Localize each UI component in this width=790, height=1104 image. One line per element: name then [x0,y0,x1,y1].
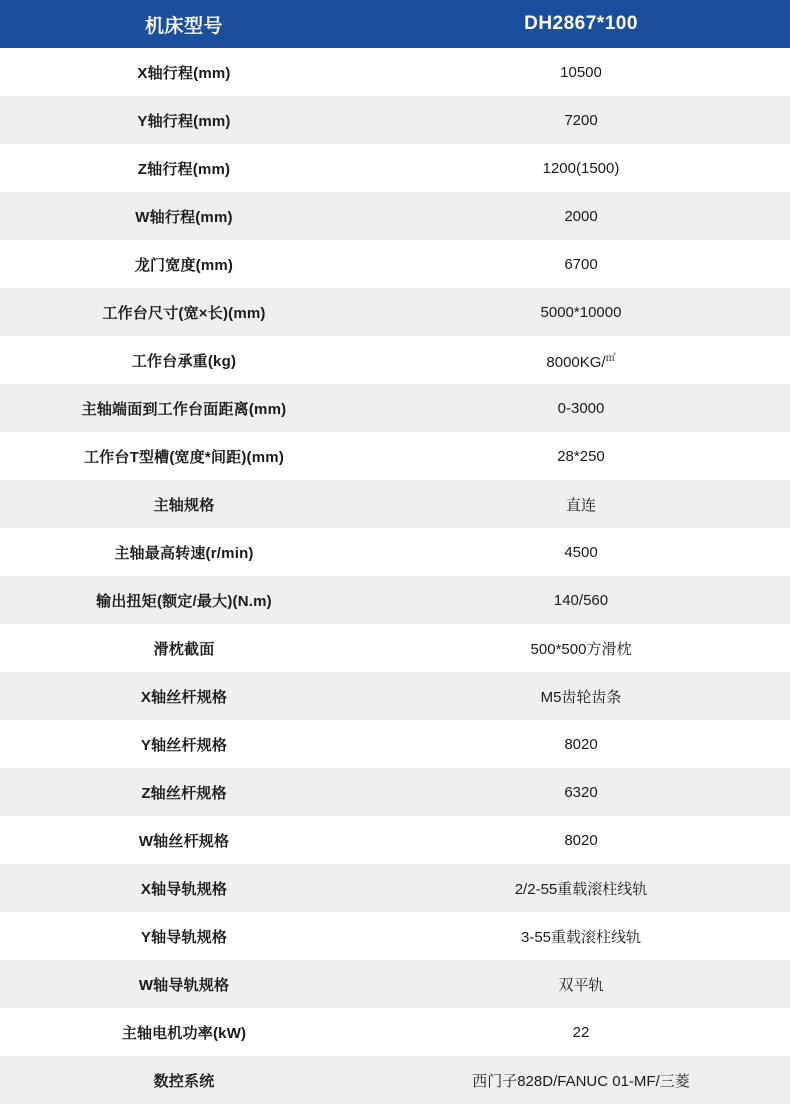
spec-value-cell: 8020 [564,735,598,753]
table-row [0,336,790,384]
spec-value-cell: 西门子828D/FANUC 01-MF/三菱 [472,1072,690,1090]
table-row [0,768,790,816]
spec-label-cell: 工作台承重(kg) [131,352,237,370]
spec-value-cell: 4500 [564,543,598,561]
table-row [0,288,790,336]
spec-value-text: 8000KG/ [546,354,606,371]
spec-label-cell: 输出扭矩(额定/最大)(N.m) [96,592,272,610]
spec-label-cell: Z轴丝杆规格 [141,784,227,802]
spec-label-cell: X轴导轨规格 [140,880,228,898]
spec-label-cell: W轴丝杆规格 [138,832,230,850]
spec-label-cell: 工作台T型槽(宽度*间距)(mm) [83,448,285,466]
spec-value-cell: 5000*10000 [540,303,622,321]
spec-label-cell: Y轴导轨规格 [140,928,228,946]
spec-value-cell: 0-3000 [557,399,605,417]
table-row [0,528,790,576]
spec-label-cell: 滑枕截面 [153,640,215,658]
spec-value-cell: 双平轨 [558,976,604,994]
table-row [0,192,790,240]
table-row [0,144,790,192]
table-row [0,864,790,912]
spec-label-cell: X轴行程(mm) [137,64,231,82]
spec-value-cell: 8020 [564,831,598,849]
spec-label-cell: Y轴行程(mm) [137,112,231,130]
spec-label-cell: 龙门宽度(mm) [134,256,234,274]
spec-value-cell: 2/2-55重载滚柱线轨 [514,880,648,898]
spec-value-cell: 2000 [564,207,598,225]
table-row [0,576,790,624]
table-row [0,1056,790,1104]
spec-value-cell: 28*250 [557,447,605,465]
spec-value-cell: 10500 [560,63,602,81]
spec-label-cell: Z轴行程(mm) [137,160,231,178]
spec-label-cell: 数控系统 [153,1072,215,1090]
table-row [0,480,790,528]
table-row [0,672,790,720]
spec-value-cell: 500*500方滑枕 [530,640,632,658]
table-row [0,960,790,1008]
spec-label-cell: 主轴规格 [153,496,215,514]
table-row [0,624,790,672]
spec-value-cell: 直连 [565,496,596,514]
spec-table-header-row [0,0,790,48]
spec-value-cell: M5齿轮齿条 [540,688,622,706]
table-row [0,816,790,864]
spec-value-cell: 22 [572,1023,590,1041]
table-row [0,96,790,144]
spec-value-unit: ㎡ [605,353,616,364]
table-row [0,720,790,768]
table-row [0,48,790,96]
spec-value-cell: 6700 [564,255,598,273]
spec-value-cell [368,336,790,384]
table-row [0,1008,790,1056]
header-label-cell: 机床型号 [144,15,223,37]
spec-label-cell: 工作台尺寸(宽×长)(mm) [102,304,266,322]
spec-value-cell: 1200(1500) [542,159,620,177]
header-value-cell: DH2867*100 [524,13,638,34]
table-row [0,432,790,480]
spec-label-cell: W轴导轨规格 [138,976,230,994]
spec-label-cell: W轴行程(mm) [135,208,233,226]
spec-value-cell: 6320 [564,783,598,801]
spec-label-cell: 主轴端面到工作台面距离(mm) [81,400,287,418]
spec-value-cell: 7200 [564,111,598,129]
spec-value-cell: 140/560 [553,591,609,609]
table-row [0,240,790,288]
table-row [0,384,790,432]
spec-label-cell: Y轴丝杆规格 [140,736,228,754]
table-row [0,912,790,960]
spec-label-cell: X轴丝杆规格 [140,688,228,706]
spec-label-cell: 主轴最高转速(r/min) [114,544,254,562]
spec-value-cell: 3-55重载滚柱线轨 [520,928,642,946]
spec-label-cell: 主轴电机功率(kW) [121,1024,247,1042]
